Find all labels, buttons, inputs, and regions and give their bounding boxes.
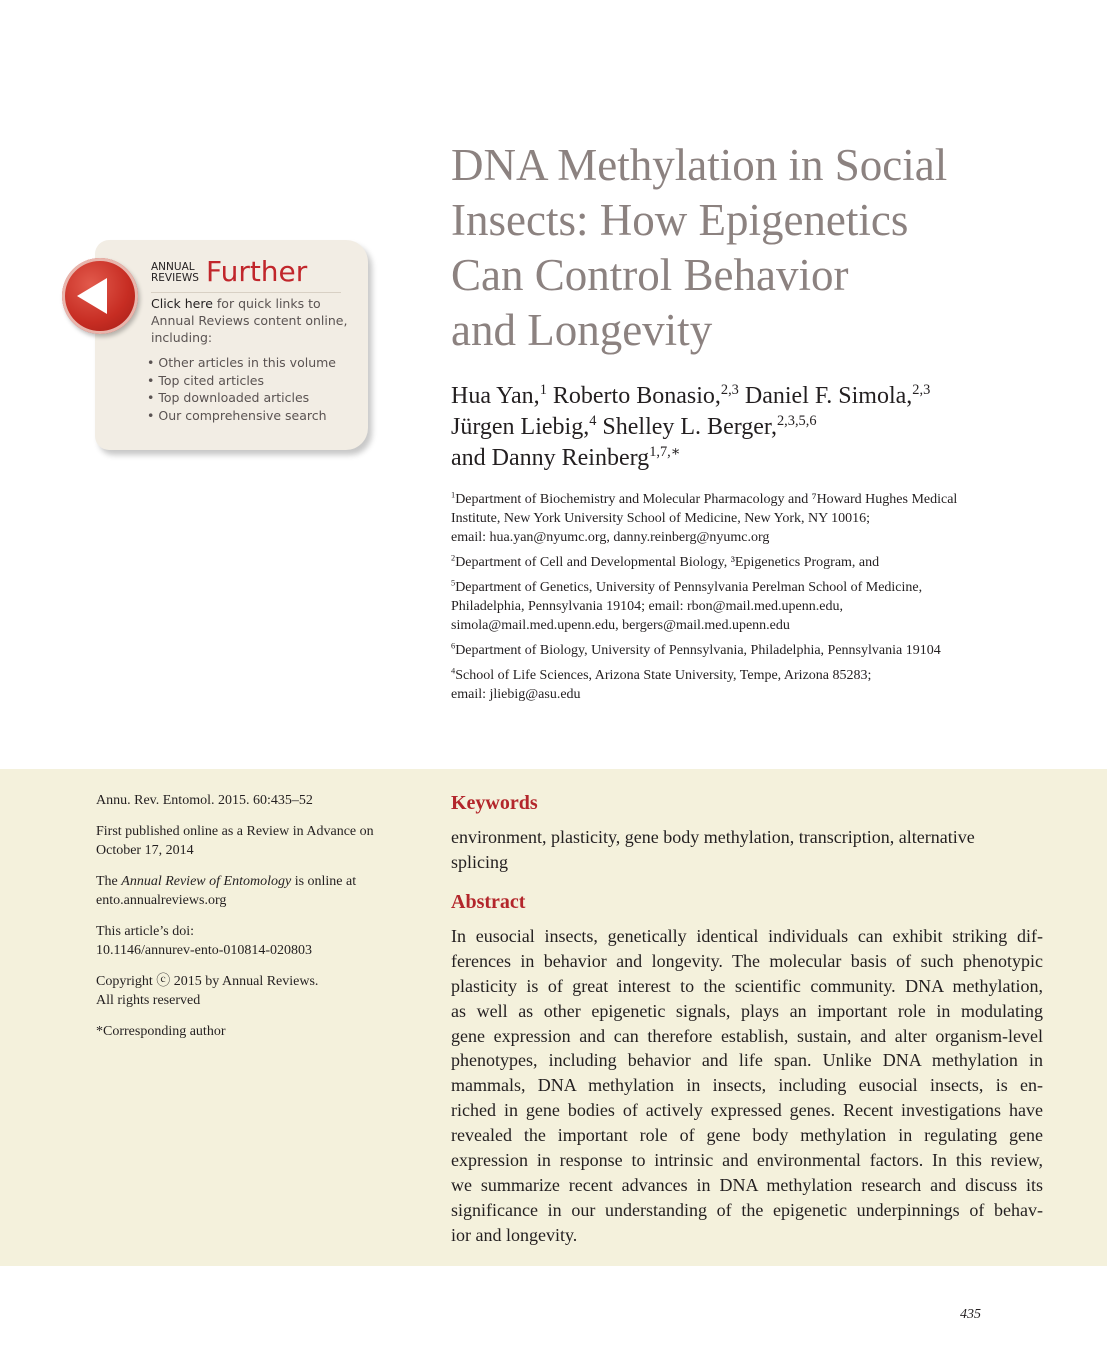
author-affiliation-sup: 2,3,5,6 bbox=[776, 413, 817, 429]
affiliation-line: email: hua.yan@nyumc.org, danny.reinberg@nyumc.org bbox=[451, 530, 770, 545]
affiliation-text: Department of Cell and Developmental Biology, ³Epigenetics Program, and bbox=[455, 555, 880, 570]
affiliation bbox=[451, 578, 1051, 635]
affiliation bbox=[451, 553, 1051, 572]
further-links-box[interactable] bbox=[95, 240, 368, 450]
rights-line: All rights reserved bbox=[96, 993, 201, 1008]
author-affiliation-sup: 2,3 bbox=[912, 382, 931, 398]
abstract-line: significance in our understanding of the epigenetic underpinnings of behav- bbox=[451, 1199, 1043, 1220]
click-here-link[interactable]: Click here bbox=[151, 296, 213, 311]
author-line bbox=[451, 381, 1091, 412]
abstract-line: plasticity is of great interest to the scientific community. DNA methylation, bbox=[451, 975, 1043, 996]
further-list-item[interactable]: • Our comprehensive search bbox=[147, 407, 336, 425]
abstract-line: revealed the important role of gene body methylation in regulating gene bbox=[451, 1125, 1043, 1146]
author-affiliation-sup: 1,7,∗ bbox=[649, 444, 681, 460]
affiliation-line: Institute, New York University School of Medicine, New York, NY 10016; bbox=[451, 511, 871, 526]
brand-line: REVIEWS bbox=[151, 272, 199, 284]
affiliation-line bbox=[451, 666, 1051, 685]
doi-label: This article’s doi: bbox=[96, 924, 194, 939]
corresponding-note: *Corresponding author bbox=[96, 1024, 226, 1039]
affiliation bbox=[451, 641, 1051, 660]
affiliation-line: email: jliebig@asu.edu bbox=[451, 687, 581, 702]
affiliation-sup: 6 bbox=[451, 641, 456, 651]
abstract-line: In eusocial insects, genetically identical individuals can exhibit striking dif- bbox=[451, 926, 1043, 946]
further-list-item[interactable]: • Top cited articles bbox=[147, 372, 336, 390]
affiliation-line bbox=[451, 578, 1051, 597]
affiliation-line: simola@mail.med.upenn.edu, bergers@mail.med.upenn.edu bbox=[451, 618, 790, 633]
affiliation bbox=[451, 666, 1051, 704]
abstract-line: we summarize recent advances in DNA methylation research and discuss its bbox=[451, 1174, 1043, 1195]
article-title bbox=[451, 138, 1051, 358]
journal-text: The bbox=[96, 874, 122, 889]
affiliation-line: Philadelphia, Pennsylvania 19104; email: rbon@mail.med.upenn.edu, bbox=[451, 599, 843, 614]
article-metadata bbox=[96, 791, 416, 1053]
journal-line bbox=[96, 872, 416, 891]
author-line bbox=[451, 443, 1091, 474]
author-name: Roberto Bonasio, bbox=[546, 383, 721, 409]
affiliation-text: Department of Biochemistry and Molecular Pharmacology and ⁷Howard Hughes Medical bbox=[455, 492, 958, 507]
keywords-text bbox=[451, 825, 1051, 875]
page-number: 435 bbox=[960, 1307, 981, 1322]
further-wordmark: Further bbox=[206, 255, 308, 288]
doi-value: 10.1146/annurev-ento-010814-020803 bbox=[96, 943, 313, 958]
affiliation-sup: 2 bbox=[451, 553, 456, 563]
author-name: Daniel F. Simola, bbox=[738, 383, 913, 409]
author-affiliation-sup: 2,3 bbox=[720, 382, 739, 398]
further-arrow-icon[interactable] bbox=[62, 258, 138, 334]
annual-reviews-brand bbox=[151, 262, 199, 284]
affiliation-text: School of Life Sciences, Arizona State University, Tempe, Arizona 85283; bbox=[455, 668, 872, 683]
journal-text: is online at bbox=[291, 874, 357, 889]
further-list bbox=[147, 354, 336, 424]
author-name: Jürgen Liebig, bbox=[451, 414, 590, 440]
journal-site-link[interactable]: ento.annualreviews.org bbox=[96, 893, 227, 908]
abstract-line: riched in gene bodies of actively expressed genes. Recent investigations have bbox=[451, 1100, 1043, 1121]
abstract-line: expression in response to intrinsic and environmental factors. In this review, bbox=[451, 1150, 1043, 1171]
keywords-line: environment, plasticity, gene body methylation, transcription, alternative bbox=[451, 827, 975, 847]
author-list bbox=[451, 381, 1091, 474]
doi-note bbox=[96, 922, 416, 960]
title-line: DNA Methylation in Social bbox=[451, 140, 948, 190]
title-line: Can Control Behavior bbox=[451, 250, 849, 300]
author-name: Shelley L. Berger, bbox=[596, 414, 777, 440]
abstract-line: mammals, DNA methylation in insects, including eusocial insects, is en- bbox=[451, 1075, 1043, 1096]
affiliation-sup: 4 bbox=[451, 666, 456, 676]
publication-line: October 17, 2014 bbox=[96, 843, 194, 858]
affiliation-line bbox=[451, 490, 1051, 509]
affiliation-sup: 5 bbox=[451, 578, 456, 588]
abstract-line: as well as other epigenetic signals, plays an important role in modulating bbox=[451, 1000, 1043, 1021]
affiliation bbox=[451, 490, 1051, 547]
abstract-line: phenotypes, including behavior and life span. Unlike DNA methylation in bbox=[451, 1050, 1043, 1071]
affiliation-sup: 1 bbox=[451, 490, 456, 500]
citation: Annu. Rev. Entomol. 2015. 60:435–52 bbox=[96, 793, 313, 808]
keywords-line: splicing bbox=[451, 852, 508, 872]
author-affiliation-sup: 4 bbox=[589, 413, 597, 429]
title-line: and Longevity bbox=[451, 305, 713, 355]
title-line: Insects: How Epigenetics bbox=[451, 195, 909, 245]
further-list-item[interactable]: • Top downloaded articles bbox=[147, 389, 336, 407]
abstract-heading: Abstract bbox=[451, 891, 526, 913]
keywords-heading: Keywords bbox=[451, 792, 538, 814]
abstract-line: ferences in behavior and longevity. The molecular basis of such phenotypic bbox=[451, 950, 1043, 971]
further-list-item[interactable]: • Other articles in this volume bbox=[147, 354, 336, 372]
further-description bbox=[151, 295, 351, 346]
journal-online-note bbox=[96, 872, 416, 910]
affiliation-line bbox=[451, 553, 1051, 572]
further-divider bbox=[151, 292, 341, 293]
affiliation-text: Department of Biology, University of Pennsylvania, Philadelphia, Pennsylvania 19104 bbox=[455, 643, 941, 658]
author-name: and Danny Reinberg bbox=[451, 445, 650, 471]
author-name: Hua Yan, bbox=[451, 383, 540, 409]
author-line bbox=[451, 412, 1091, 443]
publication-note bbox=[96, 822, 416, 860]
further-description-text: for quick links to Annual Reviews content online, including: bbox=[151, 296, 348, 345]
publication-line: First published online as a Review in Advance on bbox=[96, 824, 374, 839]
brand-line: ANNUAL bbox=[151, 261, 195, 273]
abstract-line: ior and longevity. bbox=[451, 1224, 578, 1245]
author-affiliation-sup: 1 bbox=[539, 382, 547, 398]
abstract-text bbox=[451, 924, 1043, 1248]
copyright-line: Copyright ⓒ 2015 by Annual Reviews. bbox=[96, 974, 319, 989]
journal-name: Annual Review of Entomology bbox=[121, 874, 292, 889]
affiliation-text: Department of Genetics, University of Pennsylvania Perelman School of Medicine, bbox=[455, 580, 923, 595]
abstract-line: gene expression and can therefore establish, sustain, and alter organism-level bbox=[451, 1025, 1043, 1046]
affiliation-line bbox=[451, 641, 1051, 660]
affiliations bbox=[451, 490, 1051, 710]
copyright-note bbox=[96, 972, 416, 1010]
